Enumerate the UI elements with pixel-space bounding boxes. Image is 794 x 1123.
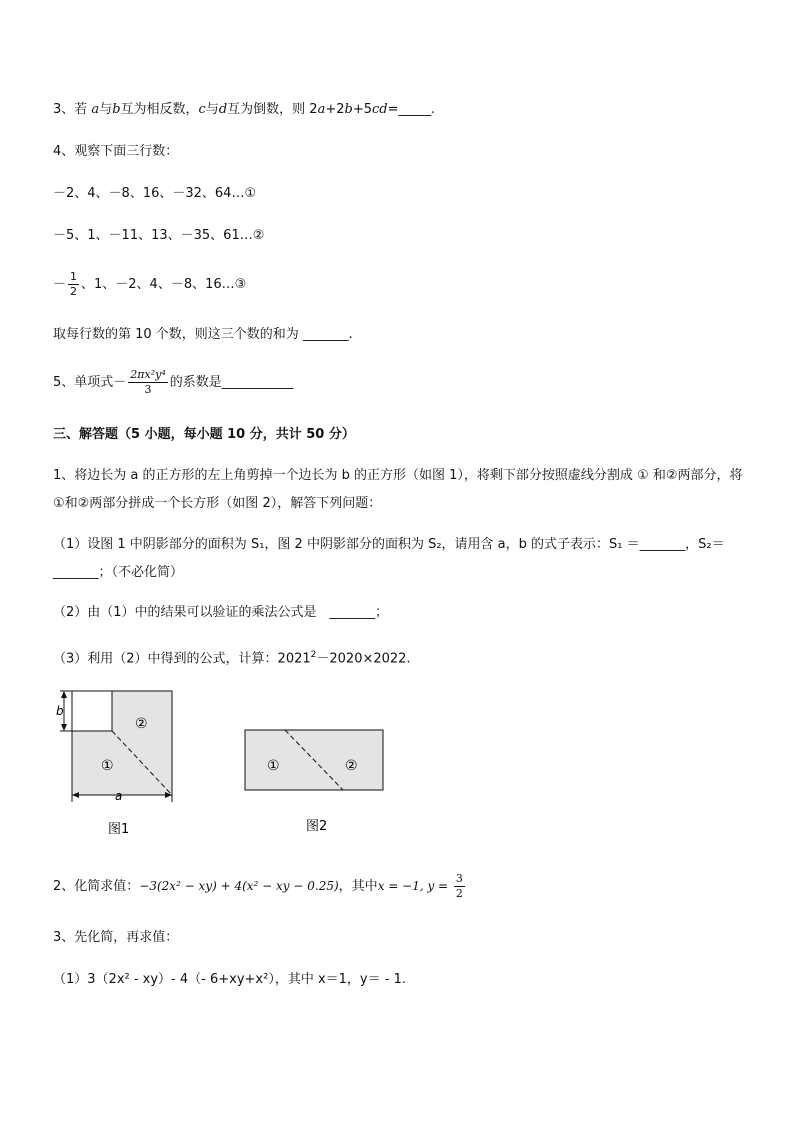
part-3-suffix: －2020×2022. [316,651,411,667]
var-c: c [198,102,206,117]
figure-2-caption: 图2 [306,819,328,834]
question-3 [53,100,435,120]
fraction-denominator: 3 [144,383,152,396]
cut-square [72,691,112,731]
expression: −3(2x² − xy) + 4(x² − xy − 0.25) [139,879,339,893]
region-1-label: ① [101,758,114,774]
problem-3-part-1: （1）3（2x² - xy）- 4（- 6+xy+x²），其中 x＝1，y＝ - 1. [53,972,406,987]
exponent: 2 [310,650,317,660]
q3-text: 与 [99,102,113,117]
question-4-title: 4、观察下面三行数： [53,144,179,159]
fraction-denominator: 2 [455,887,463,900]
question-5 [53,365,293,401]
minus-sign: － [113,375,127,390]
fraction-denominator: 2 [70,285,78,298]
fraction-numerator: 2πx²y⁴ [130,368,166,381]
minus-sign: － [53,277,67,292]
arrowhead [61,691,67,698]
region-2-label: ② [135,716,148,732]
region-2-label: ② [345,758,358,774]
problem-3-title: 3、先化简，再求值： [53,930,179,945]
q3-text: 互为倒数，则 2 [227,102,318,117]
section-heading: 三、解答题（5 小题，每小题 10 分，共计 50 分） [53,427,355,442]
var-a: a [91,102,100,117]
problem-1-part-3 [53,645,411,669]
question-4-prompt: 取每行数的第 10 个数，则这三个数的和为 _______. [53,327,353,342]
q3-text: +5 [352,102,373,117]
problem-2-prefix: 2、化简求值： [53,879,140,894]
sequence-row-1: －2、4、－8、16、－32、64…① [53,186,257,201]
var-cd: cd [372,102,388,117]
problem-1-part-1: （1）设图 1 中阴影部分的面积为 S₁，图 2 中阴影部分的面积为 S₂，请用含 a，b 的式子表示：S₁ ＝_______，S₂＝_______；（不必化简） [53,537,725,580]
problem-1-intro: 1、将边长为 a 的正方形的左上角剪掉一个边长为 b 的正方形（如图 1），将剩下部分按照虚线分割成 ① 和②两部分，将①和②两部分拼成一个长方形（如图 2），解答下列问题： [53,468,743,511]
fraction-three-halves [454,872,465,901]
figure-1 [55,685,190,845]
var-b: b [112,102,121,117]
q3-text: 与 [205,102,219,117]
q5-prefix: 5、单项式 [53,375,114,390]
var-a: a [317,102,326,117]
part-3-prefix: （3）利用（2）中得到的公式，计算：2021 [53,651,311,667]
problem-2 [53,868,467,905]
fraction-numerator: 1 [70,270,78,283]
figure-1-caption: 图1 [108,822,130,837]
q3-num: 3、若 [53,102,88,117]
condition: x = −1, y = [377,879,452,893]
sequence-row-2: －5、1、－11、13、－35、61…② [53,228,265,243]
side-b-label: b [56,704,64,718]
q3-text: +2 [325,102,345,117]
q3-text: 互为相反数， [120,102,199,117]
var-d: d [218,102,228,117]
q3-blank: =_____. [387,102,436,117]
problem-1-part-2: （2）由（1）中的结果可以验证的乘法公式是 _______； [53,605,389,620]
monomial-fraction [128,368,167,397]
figure-2 [240,725,390,840]
region-1-label: ① [267,758,280,774]
fraction-half [68,270,79,299]
q5-suffix: 的系数是___________ [169,375,294,390]
sequence-row-3 [53,268,246,302]
var-b: b [344,102,353,117]
fraction-numerator: 3 [455,872,463,885]
side-a-label: a [115,789,123,803]
problem-2-middle: ，其中 [338,879,378,894]
arrowhead [61,724,67,731]
row-3-rest: 、1、－2、4、－8、16…③ [81,277,247,292]
